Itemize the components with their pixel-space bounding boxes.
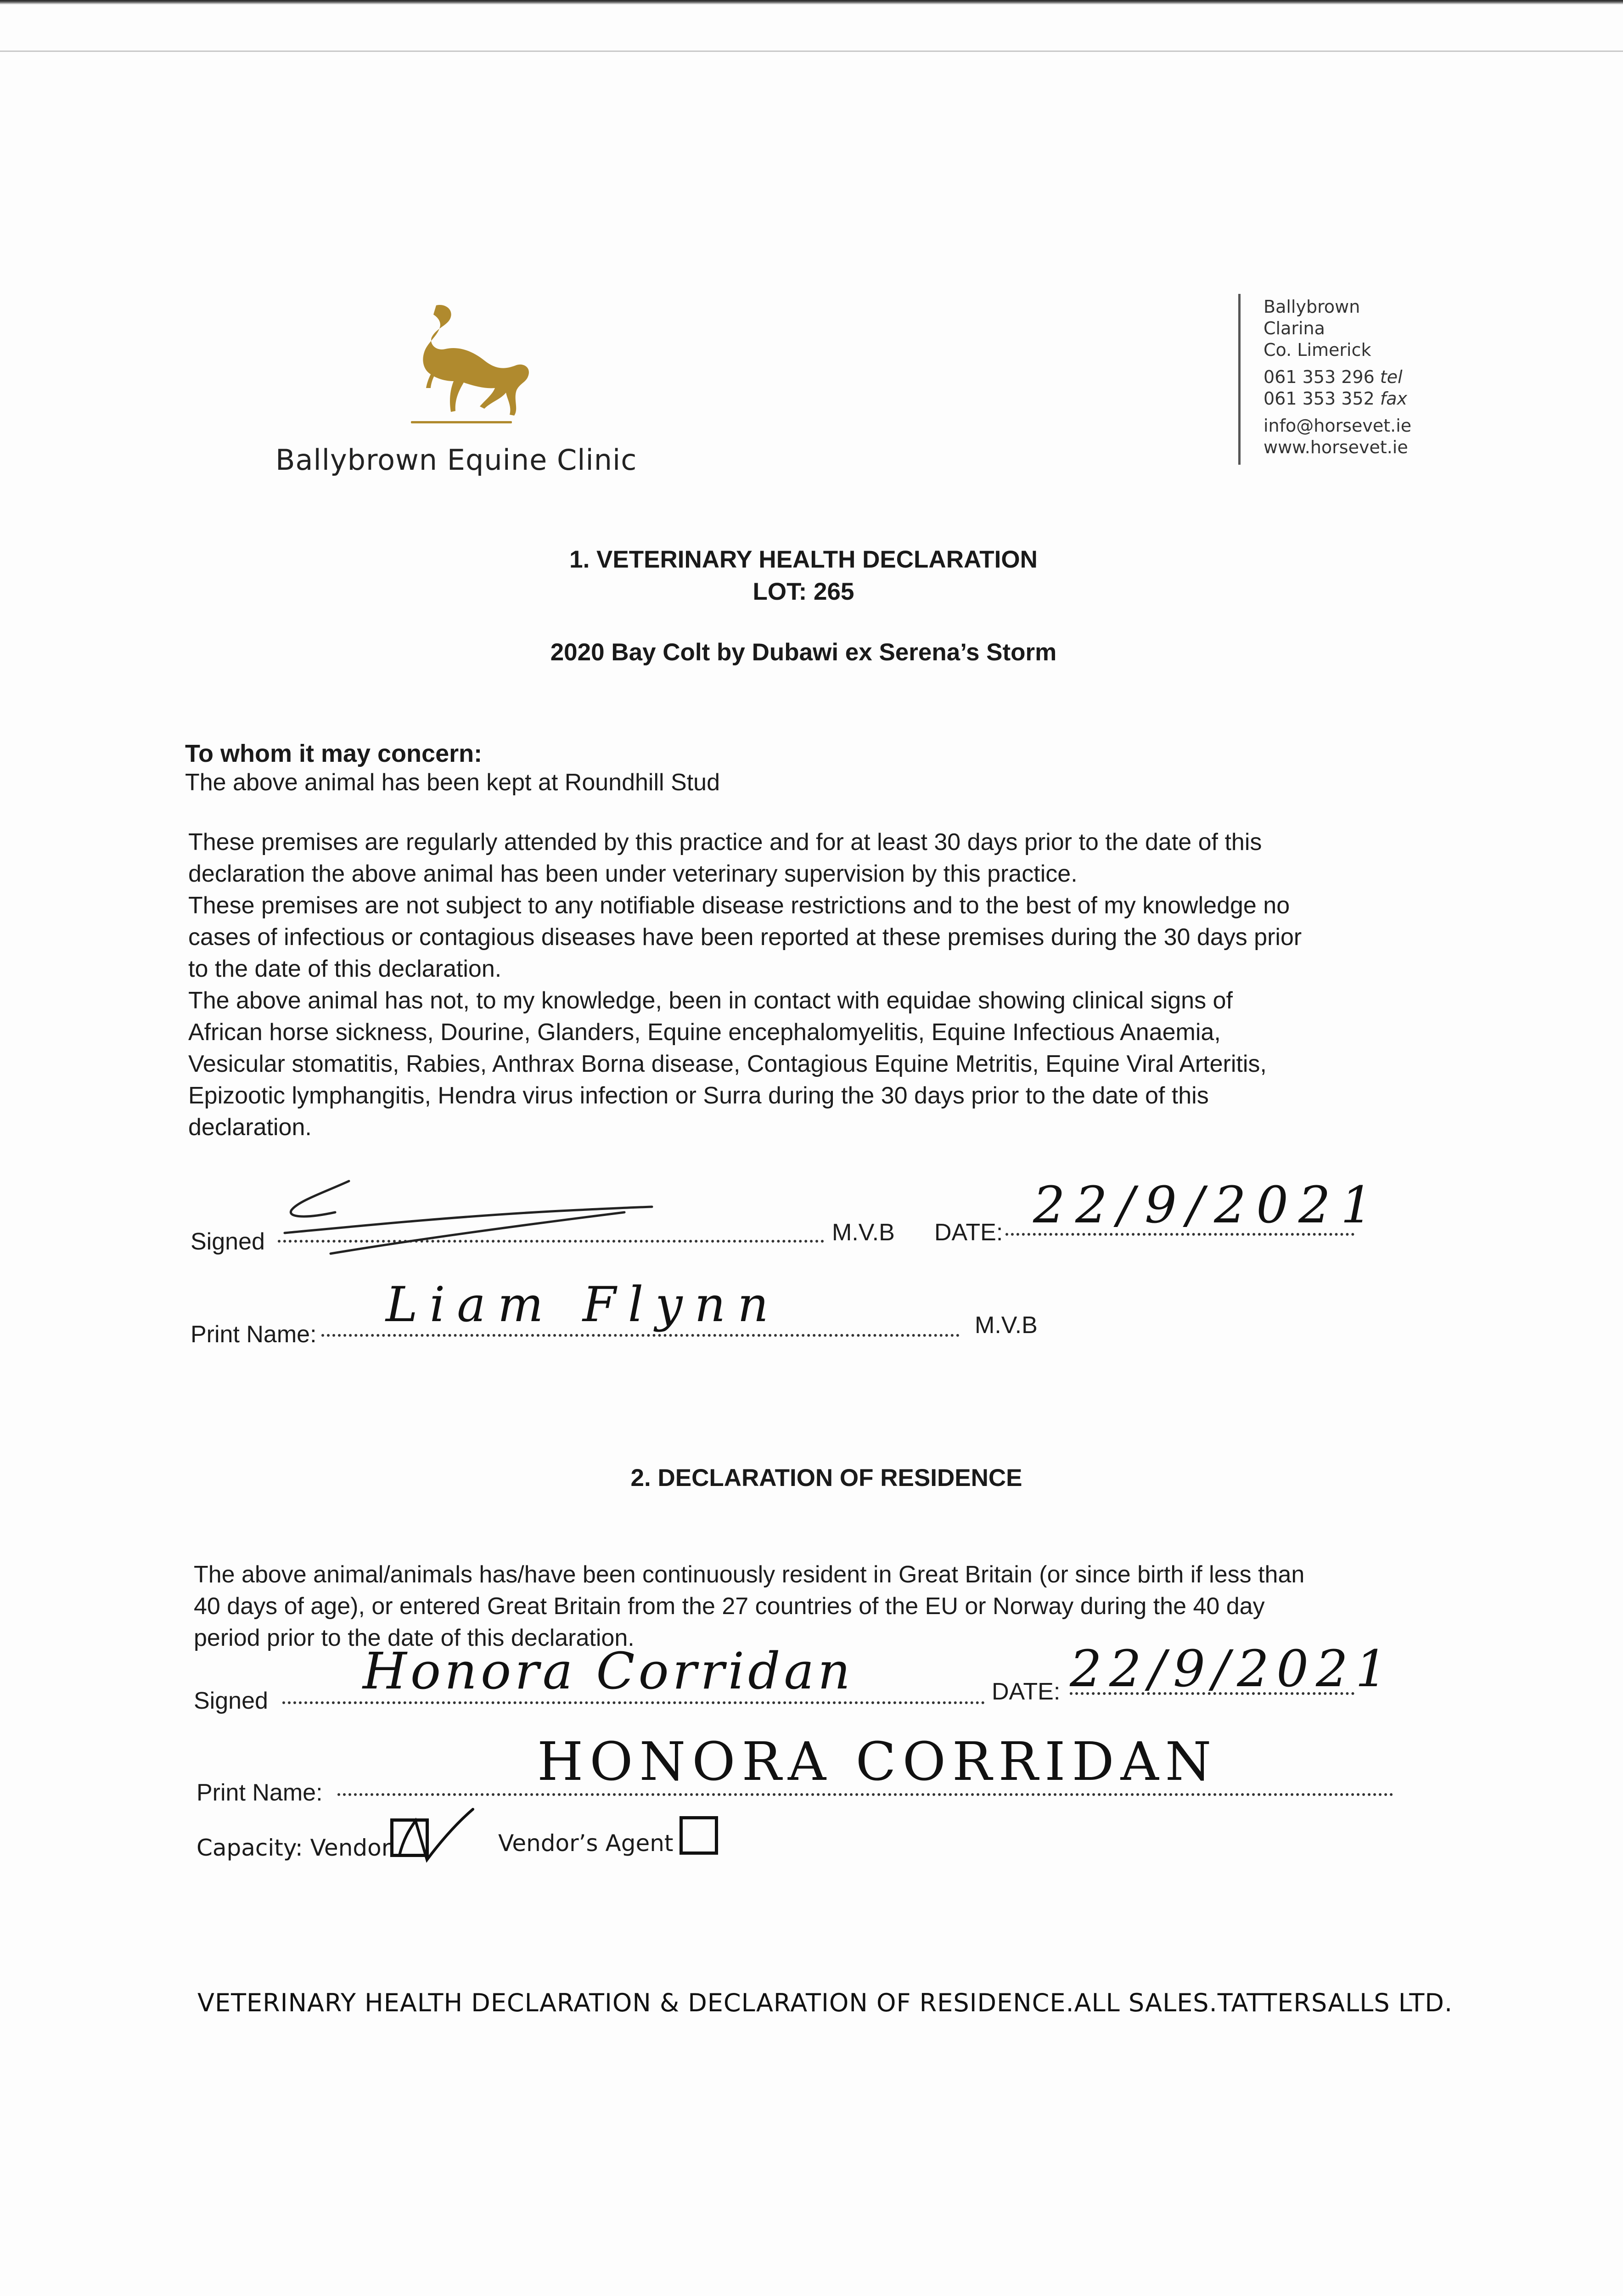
vendor-date: 22/9/2021 [1070, 1639, 1395, 1698]
contact-block [1264, 296, 1411, 458]
print-name-line-1 [321, 1334, 960, 1337]
mvb-label-2: M.V.B [975, 1312, 1038, 1339]
salutation: To whom it may concern: [185, 740, 483, 767]
contact-divider [1238, 294, 1241, 465]
scan-line [0, 51, 1623, 52]
capacity-vendor-label: Capacity: Vendor [197, 1835, 391, 1861]
telephone: 061 353 296 tel [1264, 367, 1403, 387]
email: info@horsevet.ie [1264, 416, 1412, 436]
vendor-print-name: HONORA CORRIDAN [537, 1731, 1218, 1793]
vendors-agent-checkbox[interactable] [680, 1816, 718, 1855]
fax: 061 353 352 fax [1264, 388, 1407, 409]
vendors-agent-label: Vendor’s Agent [498, 1830, 674, 1857]
horse-description: 2020 Bay Colt by Dubawi ex Serena’s Storm [550, 639, 1057, 666]
section1-paragraph [188, 827, 1451, 1143]
address-line-3: Co. Limerick [1264, 340, 1371, 360]
signature-line-2 [282, 1701, 985, 1704]
address-line-2: Clarina [1264, 318, 1325, 338]
print-name-label-1: Print Name: [191, 1321, 317, 1348]
para-line: These premises are regularly attended by this practice and for at least 30 days prior to the date of this [188, 829, 1262, 855]
para-line: to the date of this declaration. [188, 956, 502, 982]
signed-label-1: Signed [191, 1228, 265, 1255]
kept-at-statement: The above animal has been kept at Roundhill Stud [185, 769, 720, 796]
section2-title: 2. DECLARATION OF RESIDENCE [630, 1464, 1022, 1491]
checkmark-icon [395, 1800, 477, 1874]
para-line: Vesicular stomatitis, Rabies, Anthrax Borna disease, Contagious Equine Metritis, Equine Viral Arteritis, [188, 1051, 1267, 1077]
para-line: Epizootic lymphangitis, Hendra virus infection or Surra during the 30 days prior to the date of this [188, 1082, 1209, 1109]
footer-text: VETERINARY HEALTH DECLARATION & DECLARATION OF RESIDENCE.ALL SALES.TATTERSALLS LTD. [197, 1988, 1453, 2017]
vet-date: 22/9/2021 [1033, 1176, 1383, 1234]
mvb-label-1: M.V.B [832, 1219, 895, 1246]
para-line: period prior to the date of this declaration. [194, 1625, 635, 1651]
vet-print-name: Liam Flynn [386, 1277, 781, 1333]
clinic-name: Ballybrown Equine Clinic [275, 443, 637, 477]
date-label-1: DATE: [934, 1219, 1003, 1246]
vet-signature [275, 1176, 689, 1263]
para-line: declaration the above animal has been under veterinary supervision by this practice. [188, 861, 1078, 887]
para-line: declaration. [188, 1114, 312, 1141]
website: www.horsevet.ie [1264, 437, 1408, 457]
para-line: These premises are not subject to any notifiable disease restrictions and to the best of my knowledge no [188, 892, 1290, 919]
vendor-signature: Honora Corridan [363, 1642, 854, 1700]
address-line-1: Ballybrown [1264, 297, 1360, 317]
signed-label-2: Signed [194, 1688, 268, 1714]
section1-title: 1. VETERINARY HEALTH DECLARATION [569, 546, 1038, 573]
lot-number: LOT: 265 [753, 578, 854, 605]
horse-logo-icon [386, 301, 537, 434]
para-line: cases of infectious or contagious diseases have been reported at these premises during the 30 days prior [188, 924, 1302, 951]
print-name-line-2 [337, 1793, 1393, 1796]
para-line: The above animal has not, to my knowledge, been in contact with equidae showing clinical signs of [188, 987, 1233, 1014]
scan-edge [0, 0, 1623, 5]
para-line: African horse sickness, Dourine, Glanders, Equine encephalomyelitis, Equine Infectious Anaemia, [188, 1019, 1221, 1046]
print-name-label-2: Print Name: [197, 1779, 323, 1806]
para-line: The above animal/animals has/have been continuously resident in Great Britain (or since birth if less than [194, 1561, 1305, 1588]
para-line: 40 days of age), or entered Great Britain from the 27 countries of the EU or Norway during the 40 day [194, 1593, 1265, 1620]
date-label-2: DATE: [992, 1678, 1061, 1705]
